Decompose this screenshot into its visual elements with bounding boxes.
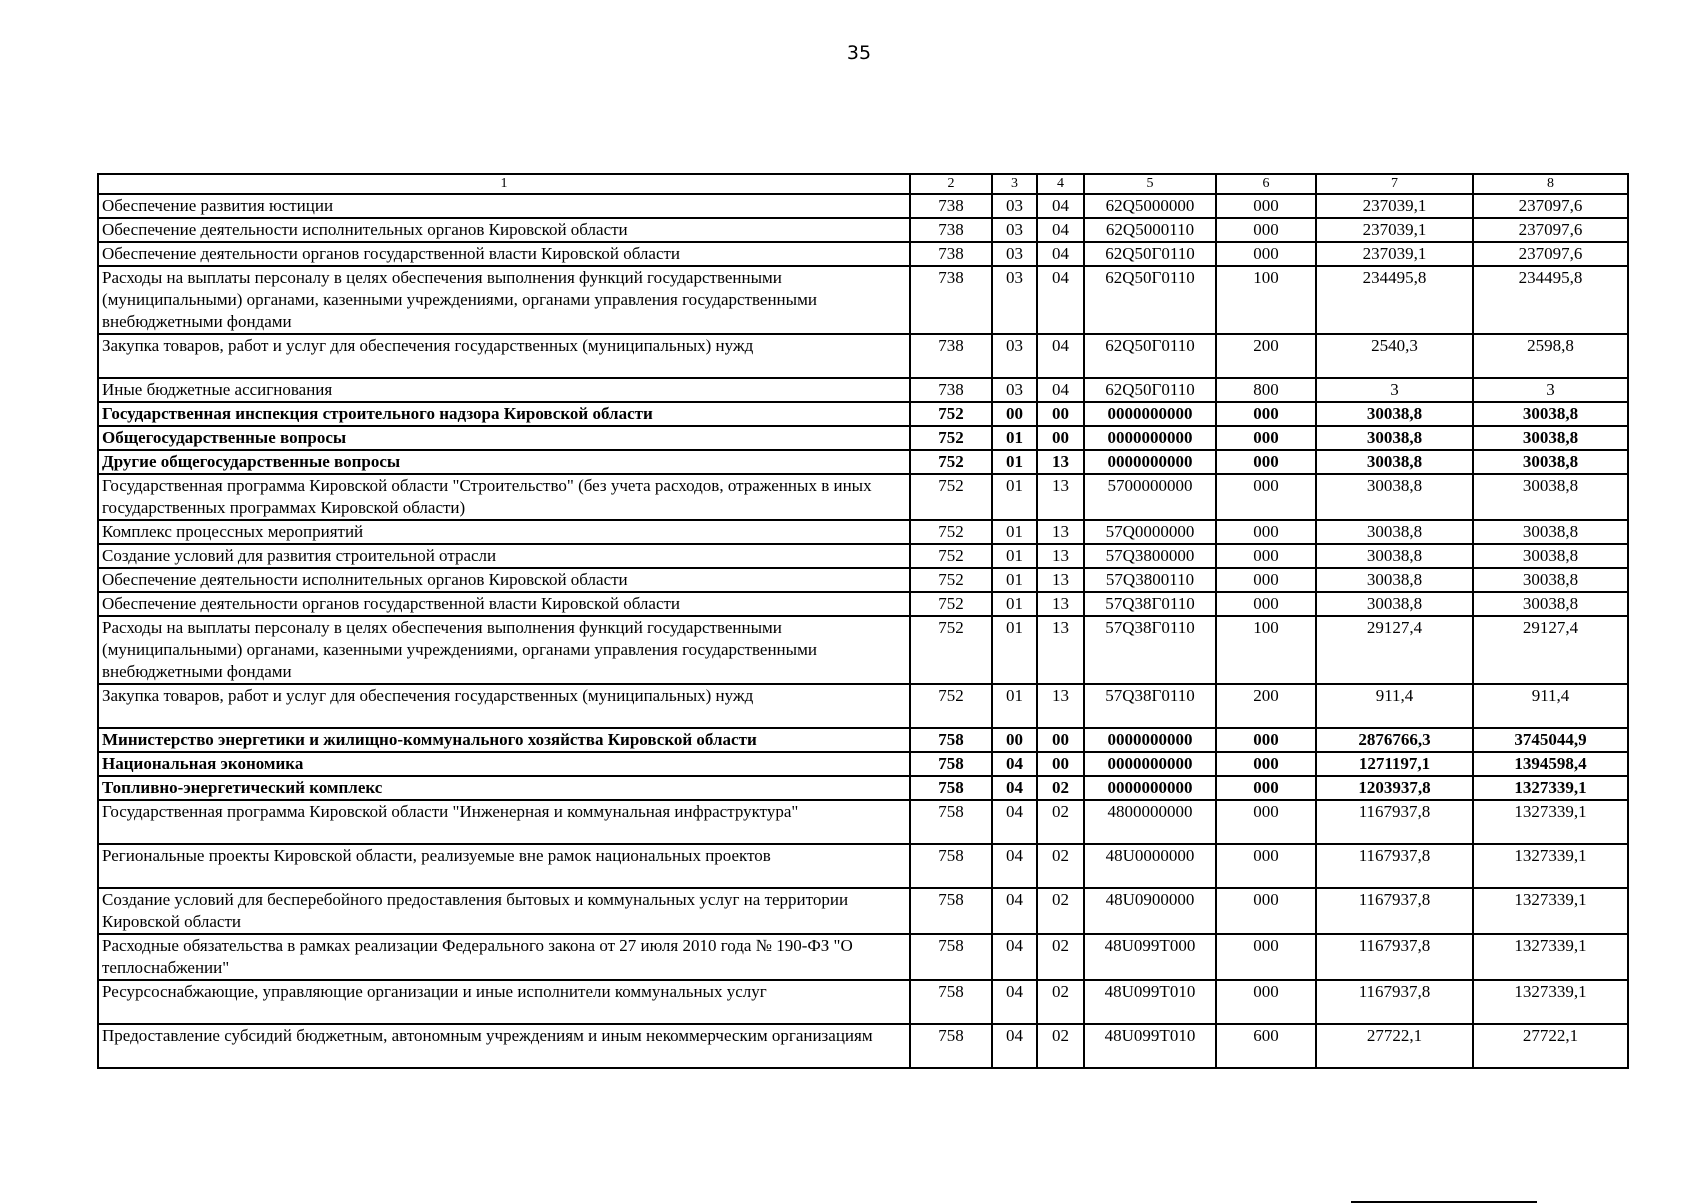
row-code-4: 00 — [1037, 426, 1084, 450]
row-code-6: 000 — [1216, 450, 1316, 474]
row-code-3: 04 — [992, 888, 1037, 934]
table-row — [98, 684, 1628, 728]
table-row — [98, 450, 1628, 474]
row-value-8: 30038,8 — [1473, 426, 1628, 450]
row-value-7: 30038,8 — [1316, 520, 1473, 544]
row-value-8: 3745044,9 — [1473, 728, 1628, 752]
row-code-3: 03 — [992, 242, 1037, 266]
row-name: Государственная инспекция строительного надзора Кировской области — [98, 402, 910, 426]
row-code-3: 03 — [992, 334, 1037, 378]
row-code-2: 752 — [910, 450, 992, 474]
row-name: Расходные обязательства в рамках реализации Федерального закона от 27 июля 2010 года № 190-ФЗ "О теплоснабжении" — [98, 934, 910, 980]
row-name: Обеспечение деятельности органов государственной власти Кировской области — [98, 592, 910, 616]
column-header: 2 — [910, 174, 992, 194]
row-code-2: 738 — [910, 218, 992, 242]
row-name: Расходы на выплаты персоналу в целях обеспечения выполнения функций государственными (муниципальными) органами, казенными учреждениями, органами управления государственными внебюджетными фондами — [98, 266, 910, 334]
table-row — [98, 776, 1628, 800]
row-code-4: 00 — [1037, 728, 1084, 752]
table-row — [98, 426, 1628, 450]
row-code-3: 04 — [992, 800, 1037, 844]
row-value-7: 29127,4 — [1316, 616, 1473, 684]
row-code-3: 01 — [992, 450, 1037, 474]
table-row — [98, 800, 1628, 844]
column-header: 7 — [1316, 174, 1473, 194]
row-value-8: 237097,6 — [1473, 242, 1628, 266]
row-value-8: 30038,8 — [1473, 592, 1628, 616]
row-code-6: 000 — [1216, 776, 1316, 800]
row-value-7: 30038,8 — [1316, 426, 1473, 450]
row-name: Региональные проекты Кировской области, реализуемые вне рамок национальных проектов — [98, 844, 910, 888]
row-name: Министерство энергетики и жилищно-коммунального хозяйства Кировской области — [98, 728, 910, 752]
row-name: Предоставление субсидий бюджетным, автономным учреждениям и иным некоммерческим организациям — [98, 1024, 910, 1068]
row-code-4: 13 — [1037, 592, 1084, 616]
row-code-4: 02 — [1037, 844, 1084, 888]
row-code-4: 04 — [1037, 218, 1084, 242]
row-value-8: 30038,8 — [1473, 450, 1628, 474]
row-value-7: 30038,8 — [1316, 568, 1473, 592]
row-code-6: 000 — [1216, 520, 1316, 544]
row-value-7: 30038,8 — [1316, 592, 1473, 616]
row-code-5: 48U099T010 — [1084, 980, 1216, 1024]
row-name: Национальная экономика — [98, 752, 910, 776]
row-name: Обеспечение деятельности органов государственной власти Кировской области — [98, 242, 910, 266]
table-row — [98, 980, 1628, 1024]
row-name: Топливно-энергетический комплекс — [98, 776, 910, 800]
row-code-6: 000 — [1216, 426, 1316, 450]
row-code-2: 752 — [910, 474, 992, 520]
table-row — [98, 520, 1628, 544]
row-name: Расходы на выплаты персоналу в целях обеспечения выполнения функций государственными (муниципальными) органами, казенными учреждениями, органами управления государственными внебюджетными фондами — [98, 616, 910, 684]
row-code-4: 02 — [1037, 1024, 1084, 1068]
row-code-3: 01 — [992, 544, 1037, 568]
row-value-8: 1394598,4 — [1473, 752, 1628, 776]
row-code-4: 00 — [1037, 402, 1084, 426]
row-code-3: 00 — [992, 402, 1037, 426]
row-code-4: 02 — [1037, 934, 1084, 980]
row-code-5: 0000000000 — [1084, 426, 1216, 450]
row-code-3: 01 — [992, 616, 1037, 684]
row-value-8: 1327339,1 — [1473, 800, 1628, 844]
row-code-5: 48U0900000 — [1084, 888, 1216, 934]
row-code-4: 13 — [1037, 684, 1084, 728]
row-code-6: 000 — [1216, 800, 1316, 844]
row-value-7: 1167937,8 — [1316, 934, 1473, 980]
row-code-6: 000 — [1216, 474, 1316, 520]
row-value-7: 30038,8 — [1316, 474, 1473, 520]
row-code-6: 000 — [1216, 934, 1316, 980]
row-name: Обеспечение развития юстиции — [98, 194, 910, 218]
row-code-6: 100 — [1216, 616, 1316, 684]
row-code-5: 62Q50Г0110 — [1084, 242, 1216, 266]
row-code-2: 758 — [910, 980, 992, 1024]
row-value-7: 911,4 — [1316, 684, 1473, 728]
row-code-2: 752 — [910, 616, 992, 684]
row-code-6: 200 — [1216, 334, 1316, 378]
row-code-3: 04 — [992, 776, 1037, 800]
row-name: Закупка товаров, работ и услуг для обеспечения государственных (муниципальных) нужд — [98, 334, 910, 378]
table-row — [98, 544, 1628, 568]
row-value-7: 1167937,8 — [1316, 800, 1473, 844]
column-header: 5 — [1084, 174, 1216, 194]
row-code-3: 04 — [992, 934, 1037, 980]
row-code-6: 000 — [1216, 844, 1316, 888]
row-value-8: 1327339,1 — [1473, 980, 1628, 1024]
row-name: Иные бюджетные ассигнования — [98, 378, 910, 402]
row-code-6: 000 — [1216, 728, 1316, 752]
row-value-8: 30038,8 — [1473, 520, 1628, 544]
row-value-7: 234495,8 — [1316, 266, 1473, 334]
row-code-5: 0000000000 — [1084, 402, 1216, 426]
row-code-3: 01 — [992, 426, 1037, 450]
row-name: Государственная программа Кировской области "Строительство" (без учета расходов, отраженных в иных государственных программах Кировской области) — [98, 474, 910, 520]
row-value-8: 1327339,1 — [1473, 844, 1628, 888]
row-code-3: 01 — [992, 684, 1037, 728]
row-value-7: 1271197,1 — [1316, 752, 1473, 776]
row-value-8: 30038,8 — [1473, 474, 1628, 520]
row-value-8: 911,4 — [1473, 684, 1628, 728]
row-value-7: 237039,1 — [1316, 242, 1473, 266]
row-code-5: 48U099T000 — [1084, 934, 1216, 980]
row-code-6: 000 — [1216, 218, 1316, 242]
row-name: Ресурсоснабжающие, управляющие организации и иные исполнители коммунальных услуг — [98, 980, 910, 1024]
row-code-2: 738 — [910, 378, 992, 402]
table-row — [98, 934, 1628, 980]
table-row — [98, 474, 1628, 520]
row-code-3: 01 — [992, 520, 1037, 544]
row-code-3: 04 — [992, 752, 1037, 776]
table-row — [98, 592, 1628, 616]
row-value-7: 1167937,8 — [1316, 844, 1473, 888]
row-code-5: 62Q50Г0110 — [1084, 266, 1216, 334]
row-code-5: 62Q50Г0110 — [1084, 378, 1216, 402]
row-code-6: 000 — [1216, 242, 1316, 266]
row-code-5: 57Q0000000 — [1084, 520, 1216, 544]
row-code-3: 03 — [992, 194, 1037, 218]
column-header: 8 — [1473, 174, 1628, 194]
row-code-5: 4800000000 — [1084, 800, 1216, 844]
row-value-8: 27722,1 — [1473, 1024, 1628, 1068]
row-value-7: 1167937,8 — [1316, 888, 1473, 934]
row-code-4: 13 — [1037, 544, 1084, 568]
table-row — [98, 1024, 1628, 1068]
column-header: 3 — [992, 174, 1037, 194]
row-code-3: 01 — [992, 592, 1037, 616]
table-row — [98, 402, 1628, 426]
table-row — [98, 616, 1628, 684]
row-code-5: 0000000000 — [1084, 752, 1216, 776]
row-code-2: 738 — [910, 242, 992, 266]
page-number: 35 — [846, 42, 872, 64]
row-code-2: 752 — [910, 592, 992, 616]
row-code-5: 57Q3800000 — [1084, 544, 1216, 568]
row-name: Обеспечение деятельности исполнительных органов Кировской области — [98, 568, 910, 592]
row-code-6: 800 — [1216, 378, 1316, 402]
row-code-4: 13 — [1037, 520, 1084, 544]
row-value-8: 234495,8 — [1473, 266, 1628, 334]
table-row — [98, 266, 1628, 334]
row-code-3: 04 — [992, 1024, 1037, 1068]
row-value-7: 30038,8 — [1316, 450, 1473, 474]
table-row — [98, 728, 1628, 752]
table-row — [98, 242, 1628, 266]
row-code-5: 62Q5000000 — [1084, 194, 1216, 218]
table-body — [98, 194, 1628, 1068]
row-value-7: 237039,1 — [1316, 194, 1473, 218]
row-name: Общегосударственные вопросы — [98, 426, 910, 450]
row-code-5: 57Q3800110 — [1084, 568, 1216, 592]
table-row — [98, 888, 1628, 934]
row-code-2: 758 — [910, 1024, 992, 1068]
table-row — [98, 378, 1628, 402]
header-row — [98, 174, 1628, 194]
row-code-4: 04 — [1037, 194, 1084, 218]
row-value-8: 30038,8 — [1473, 544, 1628, 568]
row-value-7: 1167937,8 — [1316, 980, 1473, 1024]
row-code-6: 000 — [1216, 592, 1316, 616]
table-row — [98, 752, 1628, 776]
row-code-5: 0000000000 — [1084, 450, 1216, 474]
row-code-4: 04 — [1037, 378, 1084, 402]
row-code-4: 04 — [1037, 242, 1084, 266]
table-row — [98, 218, 1628, 242]
row-code-4: 04 — [1037, 266, 1084, 334]
row-code-5: 57Q38Г0110 — [1084, 616, 1216, 684]
row-code-6: 100 — [1216, 266, 1316, 334]
row-value-7: 3 — [1316, 378, 1473, 402]
row-value-7: 2540,3 — [1316, 334, 1473, 378]
row-value-7: 237039,1 — [1316, 218, 1473, 242]
row-value-8: 237097,6 — [1473, 218, 1628, 242]
row-value-8: 3 — [1473, 378, 1628, 402]
row-value-8: 237097,6 — [1473, 194, 1628, 218]
row-code-3: 03 — [992, 378, 1037, 402]
row-value-7: 1203937,8 — [1316, 776, 1473, 800]
row-code-4: 02 — [1037, 888, 1084, 934]
table-row — [98, 568, 1628, 592]
row-code-2: 738 — [910, 266, 992, 334]
row-name: Создание условий для развития строительной отрасли — [98, 544, 910, 568]
row-name: Комплекс процессных мероприятий — [98, 520, 910, 544]
row-code-2: 758 — [910, 844, 992, 888]
row-value-8: 1327339,1 — [1473, 776, 1628, 800]
row-code-2: 752 — [910, 544, 992, 568]
row-name: Обеспечение деятельности исполнительных органов Кировской области — [98, 218, 910, 242]
row-name: Другие общегосударственные вопросы — [98, 450, 910, 474]
row-code-6: 000 — [1216, 402, 1316, 426]
row-code-2: 758 — [910, 728, 992, 752]
row-code-2: 752 — [910, 402, 992, 426]
row-code-2: 758 — [910, 776, 992, 800]
row-value-7: 30038,8 — [1316, 402, 1473, 426]
row-code-5: 62Q50Г0110 — [1084, 334, 1216, 378]
row-code-4: 00 — [1037, 752, 1084, 776]
row-code-6: 600 — [1216, 1024, 1316, 1068]
row-code-6: 000 — [1216, 194, 1316, 218]
row-code-6: 000 — [1216, 544, 1316, 568]
row-name: Создание условий для бесперебойного предоставления бытовых и коммунальных услуг на территории Кировской области — [98, 888, 910, 934]
row-code-4: 04 — [1037, 334, 1084, 378]
row-code-2: 752 — [910, 684, 992, 728]
row-value-8: 2598,8 — [1473, 334, 1628, 378]
row-code-4: 02 — [1037, 776, 1084, 800]
row-code-3: 04 — [992, 844, 1037, 888]
row-code-2: 738 — [910, 194, 992, 218]
row-value-7: 30038,8 — [1316, 544, 1473, 568]
row-code-6: 200 — [1216, 684, 1316, 728]
row-code-5: 0000000000 — [1084, 728, 1216, 752]
row-code-2: 752 — [910, 568, 992, 592]
row-code-5: 62Q5000110 — [1084, 218, 1216, 242]
row-code-3: 00 — [992, 728, 1037, 752]
row-value-8: 30038,8 — [1473, 402, 1628, 426]
table-row — [98, 334, 1628, 378]
row-value-8: 1327339,1 — [1473, 888, 1628, 934]
row-code-5: 48U0000000 — [1084, 844, 1216, 888]
row-value-8: 29127,4 — [1473, 616, 1628, 684]
table-row — [98, 844, 1628, 888]
row-code-3: 03 — [992, 218, 1037, 242]
row-value-7: 27722,1 — [1316, 1024, 1473, 1068]
row-code-2: 758 — [910, 934, 992, 980]
row-code-3: 01 — [992, 474, 1037, 520]
row-code-6: 000 — [1216, 980, 1316, 1024]
row-code-2: 758 — [910, 800, 992, 844]
row-code-5: 57Q38Г0110 — [1084, 592, 1216, 616]
row-code-4: 02 — [1037, 980, 1084, 1024]
row-code-5: 5700000000 — [1084, 474, 1216, 520]
row-code-6: 000 — [1216, 568, 1316, 592]
row-code-4: 13 — [1037, 616, 1084, 684]
row-code-3: 03 — [992, 266, 1037, 334]
row-code-3: 04 — [992, 980, 1037, 1024]
row-name: Государственная программа Кировской области "Инженерная и коммунальная инфраструктура" — [98, 800, 910, 844]
row-code-2: 752 — [910, 520, 992, 544]
row-code-4: 02 — [1037, 800, 1084, 844]
row-value-8: 1327339,1 — [1473, 934, 1628, 980]
row-code-5: 0000000000 — [1084, 776, 1216, 800]
table-row — [98, 194, 1628, 218]
row-code-4: 13 — [1037, 450, 1084, 474]
row-code-6: 000 — [1216, 752, 1316, 776]
row-value-8: 30038,8 — [1473, 568, 1628, 592]
row-value-7: 2876766,3 — [1316, 728, 1473, 752]
row-code-4: 13 — [1037, 474, 1084, 520]
row-code-4: 13 — [1037, 568, 1084, 592]
row-code-5: 57Q38Г0110 — [1084, 684, 1216, 728]
column-header: 4 — [1037, 174, 1084, 194]
row-code-2: 752 — [910, 426, 992, 450]
row-code-5: 48U099T010 — [1084, 1024, 1216, 1068]
row-code-3: 01 — [992, 568, 1037, 592]
row-name: Закупка товаров, работ и услуг для обеспечения государственных (муниципальных) нужд — [98, 684, 910, 728]
column-header: 6 — [1216, 174, 1316, 194]
row-code-2: 758 — [910, 888, 992, 934]
column-header: 1 — [98, 174, 910, 194]
row-code-2: 758 — [910, 752, 992, 776]
row-code-2: 738 — [910, 334, 992, 378]
row-code-6: 000 — [1216, 888, 1316, 934]
budget-table — [97, 173, 1629, 1069]
